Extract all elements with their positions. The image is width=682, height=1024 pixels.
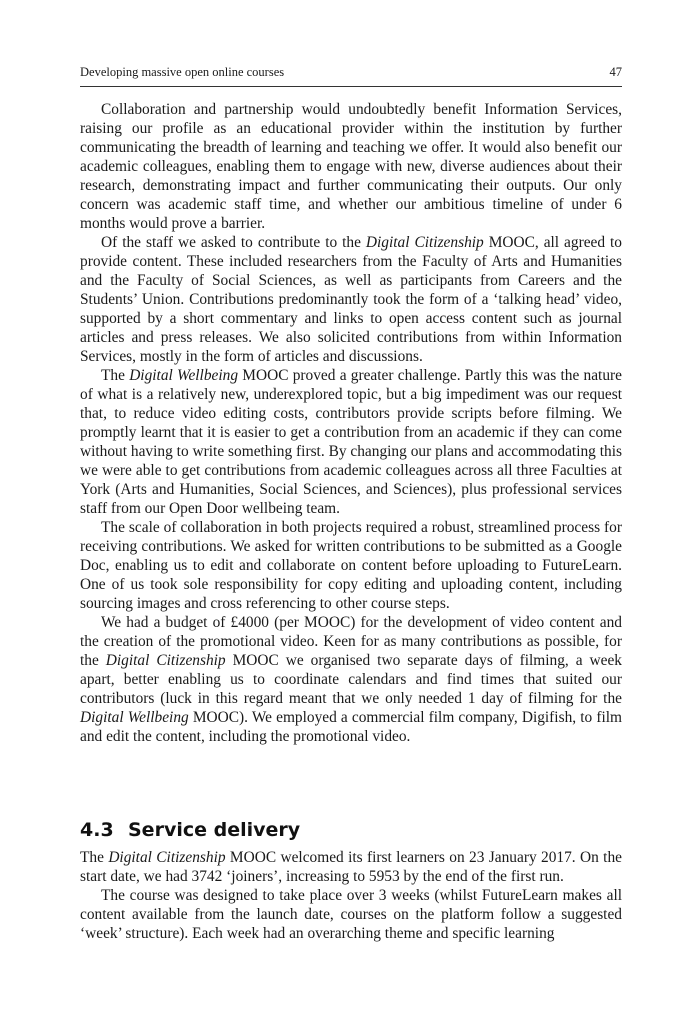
text-segment: The course was designed to take place over 3 weeks (whilst FutureLearn makes all content available from the launch date, courses on the platform follow a suggested ‘week’ structure). Each week had an overarching theme and specific learning [80, 887, 622, 942]
text-segment: Collaboration and partnership would undoubtedly benefit Information Services, raising our profile as an educational provider within the institution by further communicating the breadth of learning and teaching we offer. It would also benefit our academic colleagues, enabling them to engage with new, diverse audiences about their research, demonstrating impact and further communicating their outputs. Our only concern was academic staff time, and whether our ambitious timeline of under 6 months would prove a barrier. [80, 101, 622, 232]
section-title: Service delivery [128, 819, 301, 841]
section-body [80, 848, 622, 943]
course-title-italic: Digital Citizenship [108, 849, 226, 866]
text-segment: The scale of collaboration in both projects required a robust, streamlined process for receiving contributions. We asked for written contributions to be submitted as a Google Doc, enabling us to edit and collaborate on content before uploading to FutureLearn. One of us took sole responsibility for copy editing and uploading content, including sourcing images and cross referencing to other course steps. [80, 519, 622, 612]
text-segment: MOOC, all agreed to provide content. These included researchers from the Faculty of Arts and Humanities and the Faculty of Social Sciences, as well as participants from Careers and the Students’ Union. Contributions predominantly took the form of a ‘talking head’ video, supported by a short commentary and links to open access content such as journal articles and press releases. We also solicited contributions from within Information Services, mostly in the form of articles and discussions. [80, 234, 622, 365]
text-segment: MOOC welcomed its first learners on 23 January 2017. On the start date, we had 3742 ‘joiners’, increasing to 5953 by the end of the first run. [80, 849, 622, 885]
course-title-italic: Digital Wellbeing [80, 709, 189, 726]
section-heading [80, 818, 300, 842]
paragraph [80, 886, 622, 943]
paragraph [80, 848, 622, 886]
text-segment: MOOC). We employed a commercial film company, Digifish, to film and edit the content, including the promotional video. [80, 709, 622, 745]
paragraph [80, 233, 622, 366]
text-segment: We had a budget of £4000 (per MOOC) for the development of video content and the creation of the promotional video. Keen for as many contributions as possible, for the [80, 614, 622, 669]
text-segment: The [80, 849, 109, 866]
paragraph [80, 613, 622, 746]
running-head [80, 62, 622, 87]
text-segment: Of the staff we asked to contribute to the [101, 234, 366, 251]
course-title-italic: Digital Wellbeing [129, 367, 239, 384]
paragraph [80, 366, 622, 518]
text-segment: MOOC proved a greater challenge. Partly this was the nature of what is a relatively new, underexplored topic, but a big impediment was our request that, to reduce video editing costs, contributors provide scripts before filming. We promptly learnt that it is easier to get a contribution from an academic if they can come without having to write something first. By changing our plans and accommodating this we were able to get contributions from academic colleagues across all three Faculties at York (Arts and Humanities, Social Sciences, and Sciences), plus professional services staff from our Open Door wellbeing team. [80, 367, 622, 517]
page-number: 47 [609, 65, 622, 79]
course-title-italic: Digital Citizenship [365, 234, 484, 251]
body-text [80, 100, 622, 746]
running-title: Developing massive open online courses [80, 65, 285, 79]
paragraph [80, 518, 622, 613]
text-segment: MOOC we organised two separate days of filming, a week apart, better enabling us to coordinate calendars and find times that suited our contributors (luck in this regard meant that we only needed 1 day of filming for the [80, 652, 622, 707]
section-number: 4.3 [80, 819, 114, 841]
text-segment: The [101, 367, 130, 384]
course-title-italic: Digital Citizenship [105, 652, 226, 669]
paragraph [80, 100, 622, 233]
